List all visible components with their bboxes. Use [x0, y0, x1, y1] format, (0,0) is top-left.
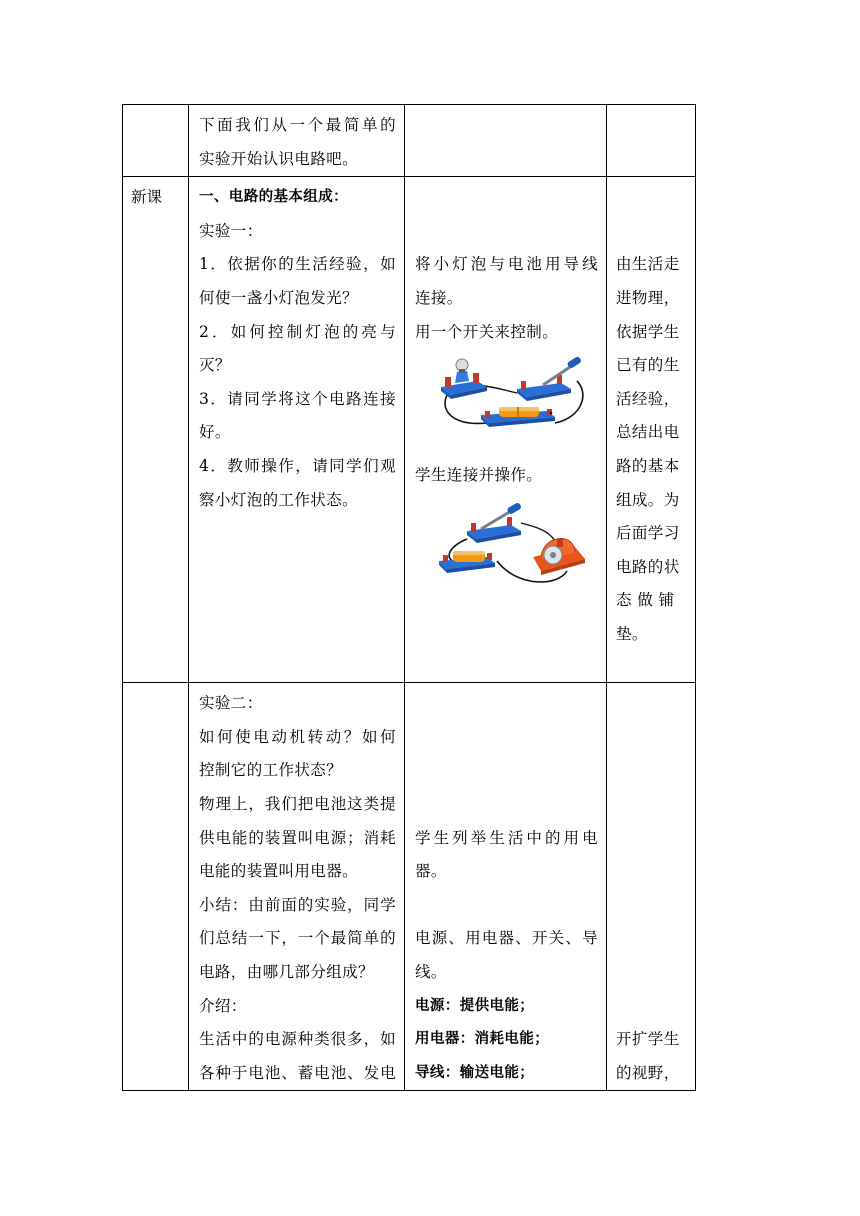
text-line: 态 做 铺: [616, 591, 675, 610]
text-line: 介绍：: [199, 996, 247, 1015]
text-line: 实验开始认识电路吧。: [199, 149, 359, 168]
text-line: 电能的装置叫用电器。: [199, 862, 359, 881]
section-heading: 一、电路的基本组成：: [199, 189, 348, 206]
text-line: 1．依据你的生活经验，如: [199, 255, 396, 274]
text-line: 下面我们从一个最简单的: [199, 116, 396, 134]
table-row: [123, 177, 696, 683]
text-line: 如何使电动机转动？如何: [199, 727, 396, 746]
section-label: 新课: [131, 188, 163, 207]
text-line: 后面学习: [616, 524, 680, 543]
text-line: 学生列举生活中的用电: [415, 828, 598, 847]
text-line: 导线：输送电能；: [415, 1064, 535, 1081]
table-row: [123, 683, 696, 1091]
text-line: 线。: [415, 962, 447, 981]
teacher-activity-cell: [189, 105, 405, 177]
text-line: 学生连接并操作。: [415, 466, 543, 485]
text-line: 电路的状: [616, 557, 680, 576]
text-line: 各种于电池、蓄电池、发电: [199, 1063, 396, 1082]
text-line: 2．如何控制灯泡的亮与: [199, 322, 396, 341]
text-line: 总结出电: [616, 423, 680, 442]
text-line: 供电能的装置叫电源；消耗: [199, 828, 396, 847]
text-line: 物理上，我们把电池这类提: [199, 794, 396, 813]
battery-icon: [481, 407, 555, 427]
text-line: 进物理，: [616, 288, 680, 307]
section-label-cell: [123, 683, 189, 1091]
design-intent-cell: [607, 105, 696, 177]
design-intent-cell: [607, 177, 696, 683]
text-line: 何使一盏小灯泡发光？: [199, 288, 359, 307]
text-line: 控制它的工作状态？: [199, 761, 343, 780]
student-activity-cell: [405, 683, 607, 1091]
text-line: 组成。为: [616, 490, 680, 509]
section-label-cell: [123, 177, 189, 683]
text-line: 灭？: [199, 356, 231, 375]
bulb-holder-icon: [441, 359, 487, 399]
text-line: 活经验，: [616, 389, 680, 408]
text-line: 连接。: [415, 288, 463, 307]
text-line: 的视野，: [616, 1063, 680, 1082]
text-line: 开扩学生: [616, 1030, 680, 1049]
text-line: 电路，由哪几部分组成？: [199, 962, 374, 981]
text-line: 垫。: [616, 624, 648, 643]
design-intent-cell: [607, 683, 696, 1091]
teacher-activity-cell: [189, 177, 405, 683]
text-line: 已有的生: [616, 356, 680, 375]
text-line: 电源：提供电能；: [415, 997, 535, 1014]
text-line: 好。: [199, 423, 231, 442]
text-line: 实验一：: [199, 221, 263, 240]
knife-switch-icon: [467, 502, 522, 543]
text-line: 小结：由前面的实验，同学: [199, 895, 396, 914]
student-activity-cell: [405, 177, 607, 683]
text-line: 3．请同学将这个电路连接: [199, 389, 396, 408]
battery-icon: [439, 551, 495, 573]
electric-motor-icon: [533, 538, 585, 574]
text-line: 依据学生: [616, 322, 680, 341]
teacher-activity-cell: [189, 683, 405, 1091]
text-line: 察小灯泡的工作状态。: [199, 490, 359, 509]
lesson-plan-table: [122, 104, 696, 1091]
text-line: 电源、用电器、开关、导: [415, 929, 598, 948]
text-line: 将小灯泡与电池用导线: [415, 255, 598, 274]
knife-switch-icon: [517, 356, 582, 401]
section-label-cell: [123, 105, 189, 177]
text-line: 用电器：消耗电能；: [415, 1031, 550, 1048]
student-activity-cell: [405, 105, 607, 177]
text-line: 由生活走: [616, 255, 680, 274]
text-line: 实验二：: [199, 694, 263, 713]
text-line: 4．教师操作，请同学们观: [199, 456, 396, 475]
text-line: 用一个开关来控制。: [415, 322, 559, 341]
bulb-circuit-figure: [437, 353, 587, 435]
text-line: 器。: [415, 862, 447, 881]
table-row: [123, 105, 696, 177]
text-line: 生活中的电源种类很多，如: [199, 1030, 396, 1049]
motor-circuit-figure: [437, 501, 587, 591]
text-line: 路的基本: [616, 456, 680, 475]
text-line: 们总结一下，一个最简单的: [199, 929, 396, 948]
